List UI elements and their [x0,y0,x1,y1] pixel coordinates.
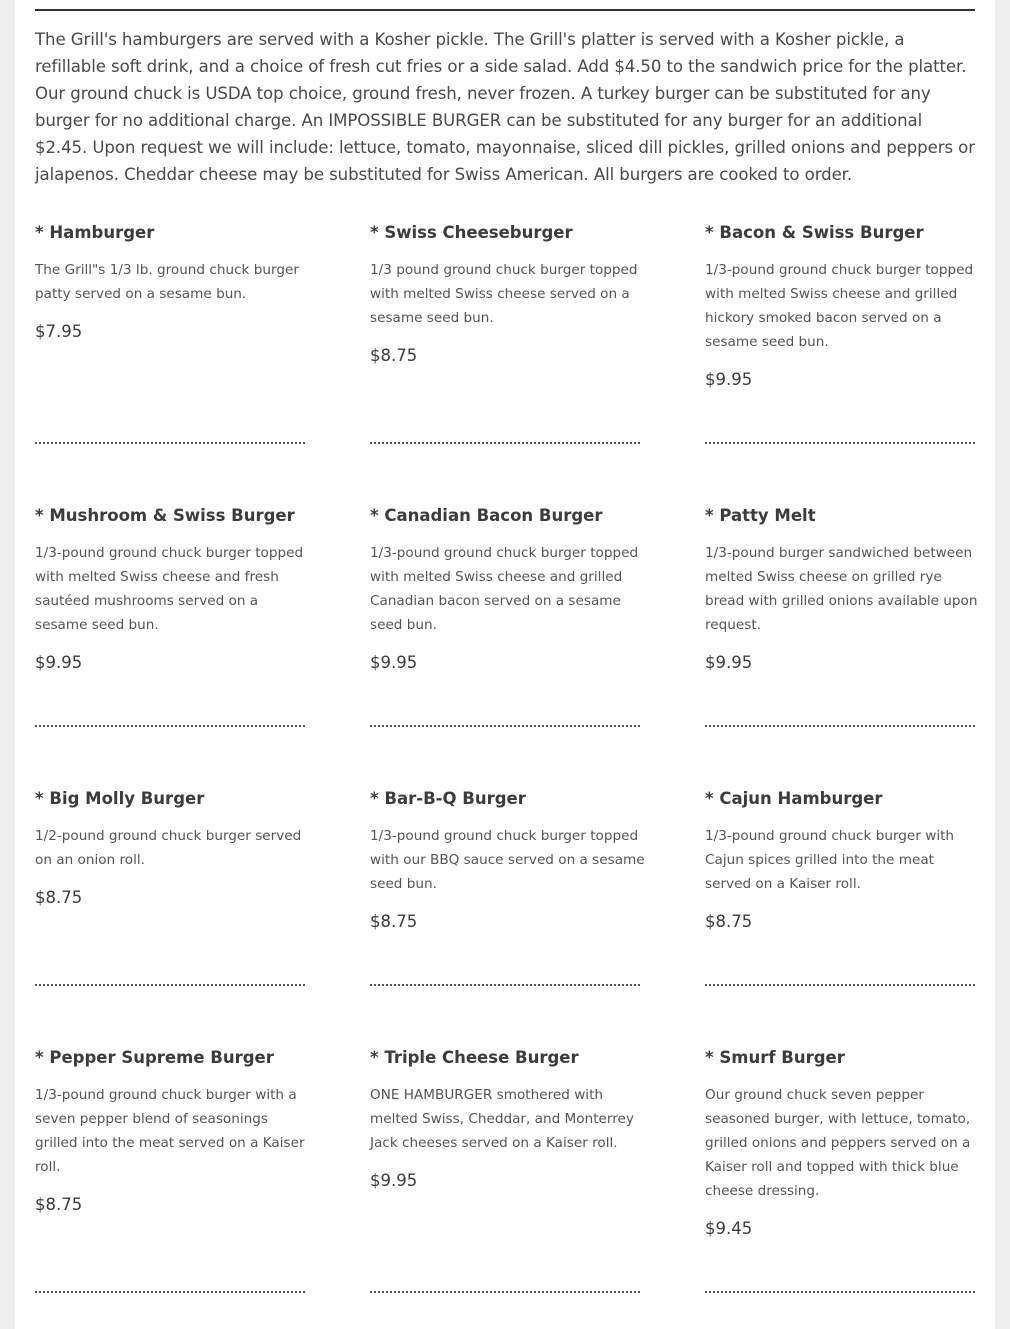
item-price: $9.45 [705,1219,753,1238]
item-description: 1/3 pound ground chuck burger topped with melted Swiss cheese served on a sesame seed bun. [370,262,638,326]
dotted-divider [35,725,305,727]
item-title: * Pepper Supreme Burger [35,1048,274,1067]
item-description: ONE HAMBURGER smothered with melted Swiss, Cheddar, and Monterrey Jack cheeses served on a Kaiser roll. [370,1087,634,1151]
dotted-divider [35,442,305,444]
menu-item [35,1047,310,1216]
item-title: * Bar-B-Q Burger [370,789,526,808]
menu-item [35,222,310,343]
top-divider [35,9,975,11]
item-price: $8.75 [35,888,83,907]
dotted-divider [35,984,305,986]
dotted-divider [35,1291,305,1293]
menu-page [15,0,995,1329]
item-description: 1/3-pound ground chuck burger topped with melted Swiss cheese and fresh sautéed mushrooms served on a sesame seed bun. [35,545,304,633]
menu-item [705,222,980,391]
item-description: 1/3-pound ground chuck burger topped with our BBQ sauce served on a sesame seed bun. [370,828,645,892]
item-price: $9.95 [705,653,753,672]
item-title: * Big Molly Burger [35,789,205,808]
menu-item [370,1047,645,1192]
item-description: 1/2-pound ground chuck burger served on an onion roll. [35,828,302,868]
menu-item [705,505,980,674]
menu-item [705,1047,980,1240]
menu-item [705,788,980,933]
item-price: $7.95 [35,322,83,341]
menu-item [370,505,645,674]
item-title: * Cajun Hamburger [705,789,883,808]
item-title: * Canadian Bacon Burger [370,506,603,525]
item-title: * Triple Cheese Burger [370,1048,579,1067]
item-title: * Swiss Cheeseburger [370,223,573,242]
item-description: 1/3-pound ground chuck burger with Cajun spices grilled into the meat served on a Kaiser roll. [705,828,955,892]
dotted-divider [705,442,975,444]
item-description: Our ground chuck seven pepper seasoned burger, with lettuce, tomato, grilled onions and peppers served on a Kaiser roll and topped with thick blue cheese dressing. [705,1087,971,1199]
item-price: $9.95 [35,653,83,672]
intro-paragraph: The Grill's hamburgers are served with a Kosher pickle. The Grill's platter is served with a Kosher pickle, a refillable soft drink, and a choice of fresh cut fries or a side salad. Add $4.50 to the sandwich price for the platter. Our ground chuck is USDA top choice, ground fresh, never frozen. A turkey burger can be substituted for any burger for no additional charge. An IMPOSSIBLE BURGER can be substituted for any burger for an additional $2.45. Upon request we will include: lettuce, tomato, mayonnaise, sliced dill pickles, grilled onions and peppers or jalapenos. Cheddar cheese may be substituted for Swiss American. All burgers are cooked to order. [35,30,975,184]
item-title: * Smurf Burger [705,1048,845,1067]
menu-item [35,505,310,674]
item-description: 1/3-pound ground chuck burger topped with melted Swiss cheese and grilled hickory smoked bacon served on a sesame seed bun. [705,262,974,350]
dotted-divider [370,984,640,986]
dotted-divider [705,725,975,727]
menu-item [370,788,645,933]
item-price: $8.75 [370,346,418,365]
item-title: * Bacon & Swiss Burger [705,223,924,242]
item-price: $8.75 [35,1195,83,1214]
item-price: $8.75 [370,912,418,931]
dotted-divider [370,725,640,727]
item-price: $9.95 [370,1171,418,1190]
item-price: $9.95 [705,370,753,389]
dotted-divider [705,984,975,986]
item-title: * Hamburger [35,223,155,242]
item-price: $8.75 [705,912,753,931]
dotted-divider [705,1291,975,1293]
item-description: 1/3-pound ground chuck burger with a seven pepper blend of seasonings grilled into the meat served on a Kaiser roll. [35,1087,305,1175]
menu-item [370,222,645,367]
item-description: The Grill"s 1/3 lb. ground chuck burger patty served on a sesame bun. [35,262,299,302]
item-description: 1/3-pound ground chuck burger topped with melted Swiss cheese and grilled Canadian bacon served on a sesame seed bun. [370,545,639,633]
item-title: * Mushroom & Swiss Burger [35,506,295,525]
dotted-divider [370,1291,640,1293]
item-description: 1/3-pound burger sandwiched between melted Swiss cheese on grilled rye bread with grilled onions available upon request. [705,545,978,633]
item-price: $9.95 [370,653,418,672]
dotted-divider [370,442,640,444]
menu-item [35,788,310,909]
item-title: * Patty Melt [705,506,816,525]
